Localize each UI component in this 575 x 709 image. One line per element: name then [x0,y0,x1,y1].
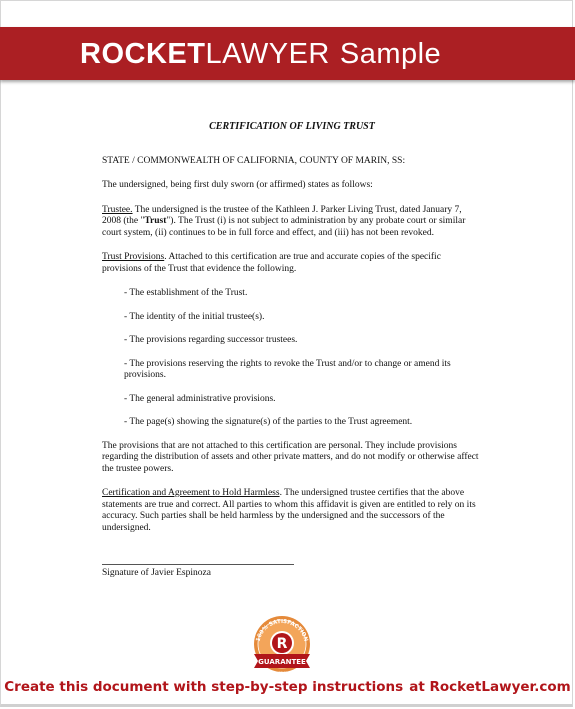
not-attached-paragraph: The provisions that are not attached to this certification are personal. They include provisions regarding the distribution of assets and other private matters, and do not modify or otherwise affect the trustee powers. [102,440,479,474]
footer-cta [0,678,575,696]
certification-text: . The undersigned trustee certifies that the above statements are true and correct. All parties to whom this affidavit is given are entitled to rely on its accuracy. Such parties shall be held harmless by the undersigned and the successors of the undersigned. [102,488,476,533]
document-body [102,121,482,580]
provisions-paragraph [102,252,482,275]
seal-top-text: 100% SATISFACTION [255,618,309,643]
provisions-text: . Attached to this certification are true and accurate copies of the specific provisions of the Trust that evidence the following. [102,252,441,274]
list-item: - The provisions regarding successor trustees. [124,335,298,345]
footer-text: Create this document with step-by-step instructions [4,679,404,695]
seal-letter: R [276,636,288,652]
document-title: CERTIFICATION OF LIVING TRUST [209,121,375,132]
seal-bottom-text: OUR PROMISE [269,671,295,675]
trustee-paragraph [102,205,482,240]
list-item: - The establishment of the Trust. [124,288,248,298]
banner-sample-label: Sample [339,38,442,70]
seal-band-text: GUARANTEE [258,658,306,666]
brand-rocket: ROCKET [80,38,206,70]
provisions-heading: Trust Provisions [102,252,165,262]
brand-lawyer: LAWYER [205,38,330,70]
list-item: - The identity of the initial trustee(s). [124,311,265,322]
certification-paragraph [102,488,482,534]
footer-site-link[interactable]: at RocketLawyer.com [409,679,571,695]
trust-defined-term: Trust [144,216,167,226]
signature-line: Signature of Javier Espinoza [102,564,294,580]
guarantee-seal-icon [250,614,314,678]
certification-heading: Certification and Agreement to Hold Harmless [102,488,280,498]
trustee-text-1: The undersigned is the trustee of the Kathleen J. Parker Living Trust, dated January 7, 2008 (the " [102,204,462,226]
trustee-heading: Trustee. [102,204,133,215]
trustee-text-2: "). The Trust (i) is not subject to administration by any probate court or similar court system, (ii) continues to be in full force and effect, and (iii) has not been revoked. [102,216,466,238]
list-item: - The page(s) showing the signature(s) of the parties to the Trust agreement. [124,417,413,427]
list-item: - The general administrative provisions. [124,393,276,404]
banner-logo [80,38,441,70]
list-item: - The provisions reserving the rights to revoke the Trust and/or to change or amend its provisions. [124,358,451,380]
intro-paragraph: The undersigned, being first duly sworn (or affirmed) states as follows: [102,180,373,190]
sample-banner [0,27,575,80]
venue-line: STATE / COMMONWEALTH OF CALIFORNIA, COUNTY OF MARIN, SS: [102,155,406,166]
